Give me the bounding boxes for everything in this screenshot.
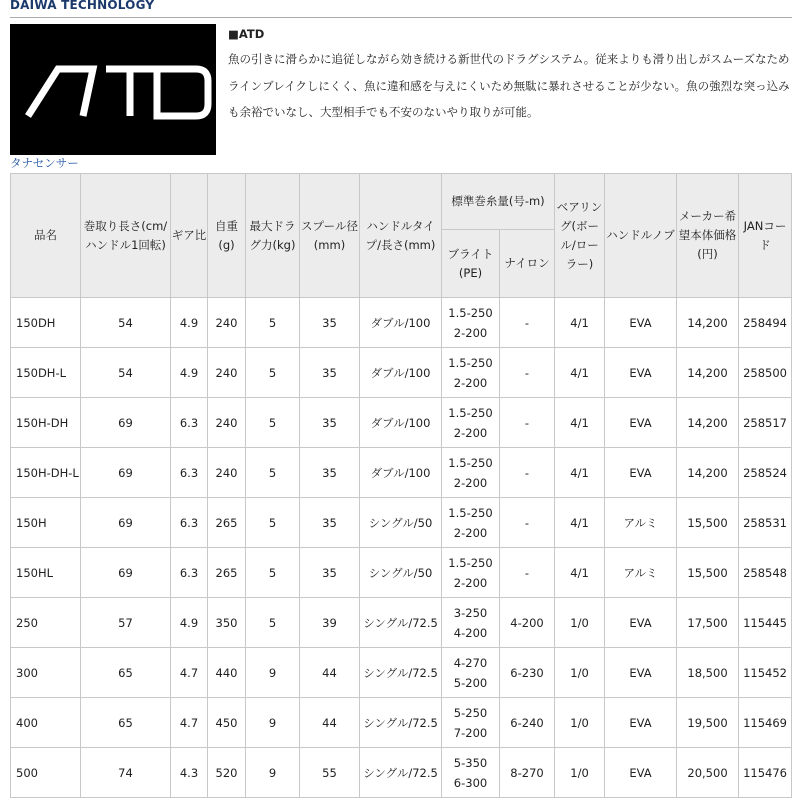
- col-header-jan: JANコード: [739, 174, 792, 298]
- cell-name: 150H: [11, 498, 81, 548]
- table-row: [11, 648, 792, 698]
- cell-handle: ダブル/100: [360, 348, 442, 398]
- cell-price: 18,500: [677, 648, 739, 698]
- col-header-gear: ギア比: [171, 174, 208, 298]
- col-header-handle: ハンドルタイプ/長さ(mm): [360, 174, 442, 298]
- cell-gear: 6.3: [171, 498, 208, 548]
- cell-bright: [442, 648, 500, 698]
- cell-gear: 4.9: [171, 298, 208, 348]
- product-series-label: タナセンサー: [10, 156, 79, 170]
- cell-name: 250: [11, 598, 81, 648]
- cell-bright: [442, 348, 500, 398]
- spec-table-body: [11, 298, 792, 798]
- cell-gear: 4.7: [171, 698, 208, 748]
- cell-bearing: 4/1: [555, 498, 605, 548]
- cell-bright-line: 4-200: [453, 625, 488, 640]
- spec-table: [10, 173, 792, 798]
- cell-knob: EVA: [605, 348, 677, 398]
- cell-handle: ダブル/100: [360, 398, 442, 448]
- cell-price: 14,200: [677, 398, 739, 448]
- cell-nylon: 6-240: [500, 698, 555, 748]
- cell-retrieve: 54: [81, 348, 171, 398]
- table-row: [11, 298, 792, 348]
- cell-nylon: 8-270: [500, 748, 555, 798]
- cell-bright: [442, 548, 500, 598]
- cell-nylon: -: [500, 348, 555, 398]
- cell-weight: 350: [208, 598, 246, 648]
- cell-drag: 5: [246, 348, 300, 398]
- cell-gear: 4.9: [171, 348, 208, 398]
- cell-weight: 240: [208, 348, 246, 398]
- cell-bright-line: 1.5-250: [448, 505, 493, 520]
- cell-knob: EVA: [605, 398, 677, 448]
- cell-handle: シングル/72.5: [360, 648, 442, 698]
- cell-nylon: -: [500, 498, 555, 548]
- cell-jan: 258548: [739, 548, 792, 598]
- cell-bright: [442, 748, 500, 798]
- table-row: [11, 448, 792, 498]
- col-header-name: 品名: [11, 174, 81, 298]
- cell-bright: [442, 598, 500, 648]
- cell-bright-line: 2-200: [453, 375, 488, 390]
- cell-weight: 450: [208, 698, 246, 748]
- header-row: [11, 174, 792, 230]
- col-header-knob: ハンドルノブ: [605, 174, 677, 298]
- cell-jan: 258531: [739, 498, 792, 548]
- cell-nylon: 6-230: [500, 648, 555, 698]
- cell-jan: 115445: [739, 598, 792, 648]
- heading-divider: [10, 17, 792, 18]
- cell-price: 17,500: [677, 598, 739, 648]
- cell-gear: 4.3: [171, 748, 208, 798]
- cell-bright: [442, 698, 500, 748]
- cell-drag: 9: [246, 648, 300, 698]
- cell-spool: 35: [300, 548, 360, 598]
- atd-logo: [10, 24, 216, 155]
- cell-retrieve: 54: [81, 298, 171, 348]
- cell-bright-line: 5-250: [453, 705, 488, 720]
- cell-jan: 258500: [739, 348, 792, 398]
- cell-price: 14,200: [677, 298, 739, 348]
- cell-gear: 6.3: [171, 398, 208, 448]
- cell-bearing: 1/0: [555, 698, 605, 748]
- cell-handle: シングル/72.5: [360, 598, 442, 648]
- cell-bright-line: 5-200: [453, 675, 488, 690]
- cell-name: 150H-DH-L: [11, 448, 81, 498]
- cell-bright-line: 3-250: [453, 605, 488, 620]
- table-row: [11, 748, 792, 798]
- cell-handle: ダブル/100: [360, 448, 442, 498]
- col-header-weight: 自重(g): [208, 174, 246, 298]
- cell-bright-line: 2-200: [453, 425, 488, 440]
- table-row: [11, 698, 792, 748]
- col-header-retrieve: 巻取り長さ(cm/ハンドル1回転): [81, 174, 171, 298]
- cell-knob: EVA: [605, 748, 677, 798]
- cell-bright-line: 6-300: [453, 775, 488, 790]
- cell-bearing: 4/1: [555, 448, 605, 498]
- cell-knob: アルミ: [605, 498, 677, 548]
- col-header-spool: スプール径(mm): [300, 174, 360, 298]
- cell-bright: [442, 298, 500, 348]
- cell-spool: 39: [300, 598, 360, 648]
- cell-bright-line: 1.5-250: [448, 455, 493, 470]
- cell-nylon: -: [500, 398, 555, 448]
- cell-drag: 5: [246, 498, 300, 548]
- cell-retrieve: 65: [81, 648, 171, 698]
- cell-name: 400: [11, 698, 81, 748]
- cell-weight: 265: [208, 548, 246, 598]
- cell-price: 19,500: [677, 698, 739, 748]
- cell-jan: 258494: [739, 298, 792, 348]
- cell-name: 150H-DH: [11, 398, 81, 448]
- cell-bearing: 4/1: [555, 348, 605, 398]
- cell-spool: 35: [300, 298, 360, 348]
- cell-weight: 265: [208, 498, 246, 548]
- cell-bright-line: 4-270: [453, 655, 488, 670]
- cell-price: 15,500: [677, 548, 739, 598]
- cell-handle: シングル/72.5: [360, 698, 442, 748]
- cell-jan: 115452: [739, 648, 792, 698]
- cell-bright: [442, 398, 500, 448]
- cell-price: 20,500: [677, 748, 739, 798]
- cell-weight: 240: [208, 398, 246, 448]
- cell-jan: 115476: [739, 748, 792, 798]
- cell-name: 150DH-L: [11, 348, 81, 398]
- cell-retrieve: 69: [81, 398, 171, 448]
- cell-bright-line: 5-350: [453, 755, 488, 770]
- cell-bright-line: 2-200: [453, 475, 488, 490]
- col-header-price: メーカー希望本体価格(円): [677, 174, 739, 298]
- cell-drag: 5: [246, 598, 300, 648]
- cell-drag: 5: [246, 298, 300, 348]
- cell-retrieve: 57: [81, 598, 171, 648]
- cell-retrieve: 69: [81, 548, 171, 598]
- cell-bright-line: 2-200: [453, 575, 488, 590]
- cell-bright-line: 2-200: [453, 325, 488, 340]
- cell-knob: EVA: [605, 648, 677, 698]
- cell-bearing: 4/1: [555, 548, 605, 598]
- cell-spool: 35: [300, 398, 360, 448]
- atd-title: ■ATD: [228, 27, 265, 41]
- table-row: [11, 398, 792, 448]
- cell-weight: 240: [208, 448, 246, 498]
- cell-name: 150HL: [11, 548, 81, 598]
- cell-knob: EVA: [605, 298, 677, 348]
- cell-weight: 440: [208, 648, 246, 698]
- cell-gear: 6.3: [171, 548, 208, 598]
- cell-bearing: 1/0: [555, 748, 605, 798]
- cell-nylon: -: [500, 298, 555, 348]
- cell-retrieve: 69: [81, 448, 171, 498]
- cell-price: 14,200: [677, 348, 739, 398]
- cell-retrieve: 74: [81, 748, 171, 798]
- col-header-bearing: ベアリング(ボール/ローラー): [555, 174, 605, 298]
- cell-knob: EVA: [605, 698, 677, 748]
- cell-spool: 35: [300, 448, 360, 498]
- cell-price: 15,500: [677, 498, 739, 548]
- table-row: [11, 498, 792, 548]
- cell-retrieve: 65: [81, 698, 171, 748]
- cell-knob: EVA: [605, 448, 677, 498]
- cell-price: 14,200: [677, 448, 739, 498]
- cell-name: 300: [11, 648, 81, 698]
- cell-bright-line: 1.5-250: [448, 305, 493, 320]
- cell-drag: 5: [246, 398, 300, 448]
- cell-retrieve: 69: [81, 498, 171, 548]
- cell-bright-line: 1.5-250: [448, 555, 493, 570]
- cell-spool: 44: [300, 698, 360, 748]
- col-header-bright: ブライト(PE): [442, 230, 500, 298]
- cell-handle: シングル/72.5: [360, 748, 442, 798]
- cell-drag: 5: [246, 548, 300, 598]
- cell-name: 150DH: [11, 298, 81, 348]
- cell-bright: [442, 448, 500, 498]
- cell-bright-line: 7-200: [453, 725, 488, 740]
- cell-drag: 9: [246, 748, 300, 798]
- cell-gear: 6.3: [171, 448, 208, 498]
- cell-jan: 258524: [739, 448, 792, 498]
- cell-bright: [442, 498, 500, 548]
- cell-knob: アルミ: [605, 548, 677, 598]
- cell-bearing: 4/1: [555, 398, 605, 448]
- cell-handle: シングル/50: [360, 548, 442, 598]
- cell-bright-line: 1.5-250: [448, 355, 493, 370]
- cell-gear: 4.7: [171, 648, 208, 698]
- cell-bearing: 4/1: [555, 298, 605, 348]
- section-heading: DAIWA TECHNOLOGY: [10, 0, 155, 12]
- col-header-drag: 最大ドラグ力(kg): [246, 174, 300, 298]
- cell-name: 500: [11, 748, 81, 798]
- cell-handle: ダブル/100: [360, 298, 442, 348]
- table-row: [11, 548, 792, 598]
- cell-drag: 9: [246, 698, 300, 748]
- cell-drag: 5: [246, 448, 300, 498]
- atd-description: 魚の引きに滑らかに追従しながら効き続ける新世代のドラグシステム。従来よりも滑り出しがスムーズなためラインブレイクしにくく、魚に違和感を与えにくいため無駄に暴れさせることが少ない。魚の強烈な突っ込みも余裕でいなし、大型相手でも不安のないやり取りが可能。: [228, 52, 790, 119]
- cell-nylon: -: [500, 548, 555, 598]
- cell-jan: 258517: [739, 398, 792, 448]
- cell-nylon: 4-200: [500, 598, 555, 648]
- cell-weight: 520: [208, 748, 246, 798]
- cell-spool: 35: [300, 498, 360, 548]
- cell-knob: EVA: [605, 598, 677, 648]
- cell-jan: 115469: [739, 698, 792, 748]
- cell-spool: 55: [300, 748, 360, 798]
- table-row: [11, 598, 792, 648]
- cell-weight: 240: [208, 298, 246, 348]
- cell-handle: シングル/50: [360, 498, 442, 548]
- cell-nylon: -: [500, 448, 555, 498]
- col-header-line-capacity: 標準巻糸量(号-m): [442, 174, 555, 230]
- cell-spool: 44: [300, 648, 360, 698]
- cell-bearing: 1/0: [555, 598, 605, 648]
- cell-gear: 4.9: [171, 598, 208, 648]
- table-row: [11, 348, 792, 398]
- col-header-nylon: ナイロン: [500, 230, 555, 298]
- cell-bright-line: 1.5-250: [448, 405, 493, 420]
- cell-spool: 35: [300, 348, 360, 398]
- cell-bright-line: 2-200: [453, 525, 488, 540]
- cell-bearing: 1/0: [555, 648, 605, 698]
